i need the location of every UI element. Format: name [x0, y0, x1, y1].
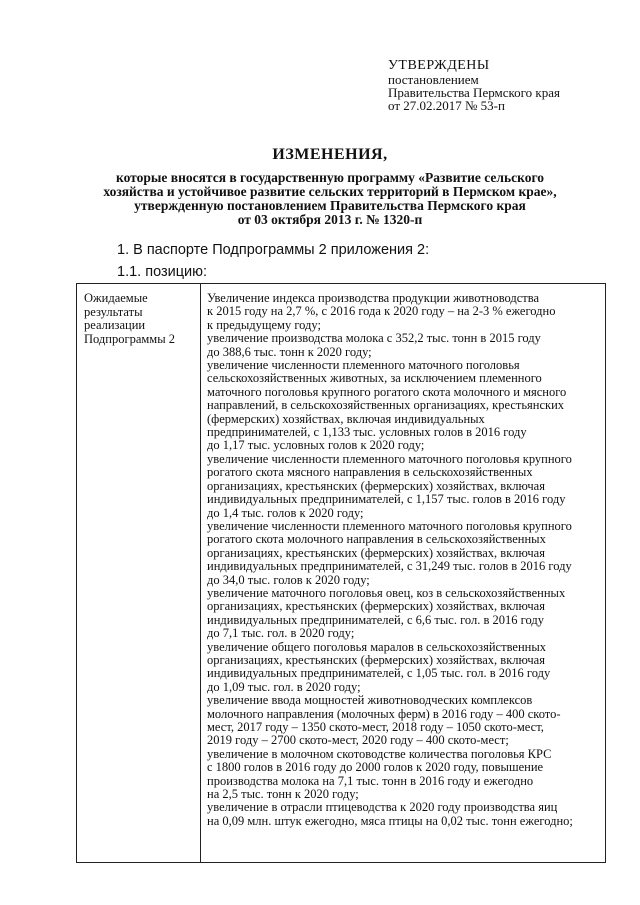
column-divider — [200, 284, 201, 862]
position-table — [76, 283, 606, 863]
right-cell-line: (фермерских) хозяйствах, включая индивидуальных — [207, 411, 485, 426]
approval-heading: УТВЕРЖДЕНЫ — [388, 58, 490, 73]
right-cell-line: до 7,1 тыс. гол. в 2020 году; — [207, 626, 355, 641]
right-cell-line: увеличение в молочном скотоводстве количества поголовья КРС — [207, 746, 552, 761]
right-cell-line: организациях, крестьянских (фермерских) хозяйствах, включая — [207, 652, 545, 667]
right-cell-line: молочного направления (молочных ферм) в 2016 году – 400 ското- — [207, 706, 561, 721]
right-cell-line: организациях, крестьянских (фермерских) хозяйствах, включая — [207, 599, 545, 614]
right-cell-line: сельскохозяйственных животных, за исключением племенного — [207, 371, 542, 386]
item-1-1: 1.1. позицию: — [117, 264, 208, 280]
right-cell-line: на 0,09 млн. штук ежегодно, мяса птицы на 0,02 тыс. тонн ежегодно; — [207, 813, 573, 828]
right-cell-line: мест, 2017 году – 1350 ското-мест, 2018 году – 1050 ското-мест, — [207, 720, 544, 734]
title-line: которые вносятся в государственную программу «Развитие сельского — [116, 170, 544, 185]
right-cell-line: увеличение численности племенного маточного поголовья — [207, 358, 520, 373]
right-cell-line: увеличение численности племенного маточного поголовья крупного — [207, 451, 572, 466]
right-cell-line: индивидуальных предпринимателей, с 1,157 тыс. голов в 2016 году — [207, 492, 566, 507]
right-cell-line: увеличение общего поголовья маралов в сельскохозяйственных — [207, 639, 546, 654]
right-cell-line: к 2015 году на 2,7 %, с 2016 года к 2020 году – на 2-3 % ежегодно — [207, 304, 556, 319]
document-title — [60, 146, 600, 227]
right-cell-line: с 1800 голов в 2016 году до 2000 голов к 2020 году, повышение — [207, 760, 544, 775]
title-line: хозяйства и устойчивое развитие сельских территорий в Пермском крае», — [103, 184, 557, 199]
right-cell-line: предпринимателей, с 1,133 тыс. условных голов в 2016 году — [207, 425, 527, 440]
right-cell-line: до 34,0 тыс. голов к 2020 году; — [207, 572, 370, 587]
title-heading: ИЗМЕНЕНИЯ, — [272, 146, 388, 163]
right-cell-line: направлений, в сельскохозяйственных организациях, крестьянских — [207, 398, 565, 413]
right-cell-line: рогатого скота мясного направления в сельскохозяйственных — [207, 465, 533, 480]
approval-line: постановлением — [388, 72, 479, 87]
right-cell-line: индивидуальных предпринимателей, с 1,05 тыс. гол. в 2016 году — [207, 666, 551, 681]
right-cell-line: организациях, крестьянских (фермерских) хозяйствах, включая — [207, 545, 545, 560]
right-cell-line: рогатого скота молочного направления в сельскохозяйственных — [207, 532, 546, 547]
right-cell-line: Увеличение индекса производства продукции животноводства — [207, 291, 540, 305]
approval-line: от 27.02.2017 № 53-п — [388, 98, 505, 113]
item-1: 1. В паспорте Подпрограммы 2 приложения 2: — [117, 242, 430, 258]
right-cell-line: 2019 году – 2700 ското-мест, 2020 году – 400 ското-мест; — [207, 733, 509, 748]
right-cell-line: производства молока на 7,1 тыс. тонн в 2016 году и ежегодно — [207, 773, 534, 788]
right-cell-line: до 388,6 тыс. тонн к 2020 году; — [207, 344, 372, 359]
right-cell-line: увеличение численности племенного маточного поголовья крупного — [207, 518, 572, 533]
right-cell-line: на 2,5 тыс. тонн к 2020 году; — [207, 787, 359, 802]
title-line: от 03 октября 2013 г. № 1320-п — [237, 212, 423, 227]
right-cell-line: маточного поголовья крупного рогатого скота молочного и мясного — [207, 384, 567, 399]
left-cell-line: реализации — [84, 318, 146, 332]
right-cell-line: организациях, крестьянских (фермерских) хозяйствах, включая — [207, 478, 545, 493]
right-cell-line: до 1,09 тыс. гол. в 2020 году; — [207, 679, 361, 694]
left-cell-line: Подпрограммы 2 — [84, 331, 175, 346]
left-cell-line: Ожидаемые — [84, 291, 148, 305]
right-cell-line: до 1,17 тыс. условных голов к 2020 году; — [207, 438, 425, 453]
right-cell-line: до 1,4 тыс. голов к 2020 году; — [207, 505, 364, 520]
right-cell-line: увеличение производства молока с 352,2 тыс. тонн в 2015 году — [207, 331, 541, 346]
right-cell-line: увеличение в отрасли птицеводства к 2020 году производства яиц — [207, 800, 558, 815]
title-line: утвержденную постановлением Правительства Пермского края — [134, 198, 526, 213]
left-cell-line: результаты — [84, 304, 143, 319]
right-cell-line: увеличение маточного поголовья овец, коз в сельскохозяйственных — [207, 585, 566, 600]
table-left-cell — [84, 292, 196, 346]
right-cell-line: к предыдущему году; — [207, 317, 321, 332]
right-cell-line: индивидуальных предпринимателей, с 6,6 тыс. гол. в 2016 году — [207, 612, 544, 627]
approval-line: Правительства Пермского края — [388, 85, 560, 100]
table-right-cell — [207, 292, 601, 828]
right-cell-line: индивидуальных предпринимателей, с 31,249 тыс. голов в 2016 году — [207, 559, 572, 574]
right-cell-line: увеличение ввода мощностей животноводческих комплексов — [207, 693, 533, 708]
approval-block — [388, 58, 628, 112]
